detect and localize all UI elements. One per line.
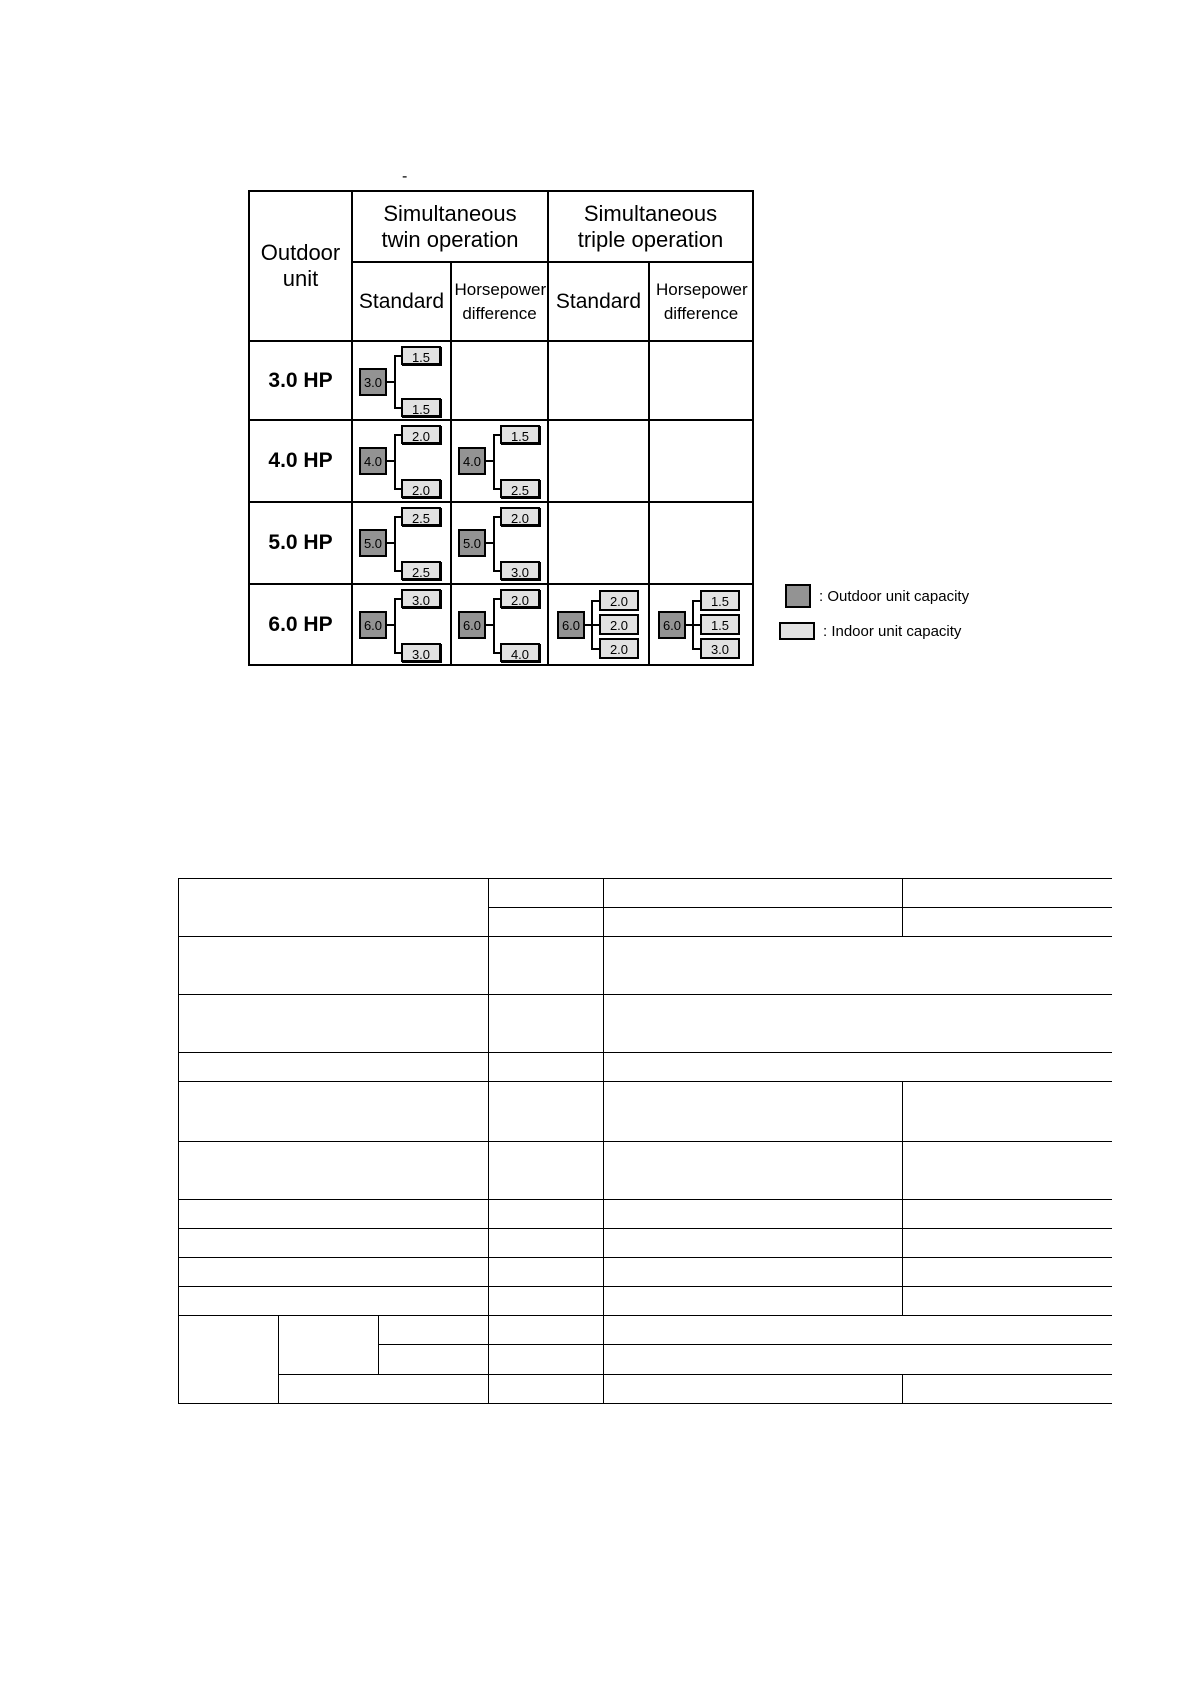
- indoor-capacity-box: 2.5: [401, 561, 441, 580]
- triple-hp-difference-4hp: [649, 420, 753, 502]
- indoor-capacity-box: 2.5: [500, 479, 540, 498]
- indoor-capacity-box: 2.0: [599, 638, 639, 659]
- row-label-3hp: 3.0 HP: [249, 341, 352, 420]
- triple-standard-4hp: [548, 420, 649, 502]
- indoor-capacity-box: 3.0: [401, 589, 441, 608]
- indoor-capacity-box: 3.0: [401, 643, 441, 662]
- outdoor-capacity-box: 6.0: [557, 611, 585, 639]
- triple-hp-difference-5hp: [649, 502, 753, 584]
- outdoor-capacity-box: 6.0: [458, 611, 486, 639]
- indoor-capacity-box: 2.0: [401, 425, 441, 444]
- triple-standard-5hp: [548, 502, 649, 584]
- indoor-capacity-box: 1.5: [401, 346, 441, 365]
- blank-spec-table: [178, 878, 1112, 1404]
- indoor-capacity-box: 3.0: [700, 638, 740, 659]
- indoor-capacity-box: 2.0: [599, 614, 639, 635]
- outdoor-swatch-icon: [785, 584, 811, 608]
- legend-indoor-label: : Indoor unit capacity: [823, 622, 962, 640]
- twin-standard-4hp: [352, 420, 451, 502]
- indoor-capacity-box: 1.5: [500, 425, 540, 444]
- combination-table: [248, 190, 754, 666]
- twin-hp-difference-3hp: [451, 341, 548, 420]
- legend-outdoor: [785, 584, 969, 608]
- indoor-capacity-box: 3.0: [500, 561, 540, 580]
- indoor-capacity-box: 2.0: [500, 589, 540, 608]
- twin-standard-3hp: [352, 341, 451, 420]
- row-label-4hp: 4.0 HP: [249, 420, 352, 502]
- indoor-swatch-icon: [779, 622, 815, 640]
- outdoor-capacity-box: 5.0: [458, 529, 486, 557]
- indoor-capacity-box: 1.5: [401, 398, 441, 417]
- header-triple-standard: Standard: [548, 262, 649, 341]
- outdoor-capacity-box: 4.0: [359, 447, 387, 475]
- outdoor-capacity-box: 3.0: [359, 368, 387, 396]
- indoor-capacity-box: 1.5: [700, 614, 740, 635]
- indoor-capacity-box: 2.5: [401, 507, 441, 526]
- row-label-6hp: 6.0 HP: [249, 584, 352, 665]
- stray-mark: -: [402, 168, 408, 185]
- indoor-capacity-box: 1.5: [700, 590, 740, 611]
- legend-outdoor-label: : Outdoor unit capacity: [819, 587, 970, 605]
- legend-indoor: [779, 622, 961, 640]
- twin-hp-difference-5hp: [451, 502, 548, 584]
- indoor-capacity-box: 4.0: [500, 643, 540, 662]
- triple-standard-3hp: [548, 341, 649, 420]
- indoor-capacity-box: 2.0: [599, 590, 639, 611]
- triple-standard-6hp: [548, 584, 649, 665]
- triple-hp-difference-3hp: [649, 341, 753, 420]
- outdoor-capacity-box: 5.0: [359, 529, 387, 557]
- header-triple-hp-difference: Horsepower difference: [649, 262, 753, 341]
- header-twin-operation: Simultaneous twin operation: [352, 191, 548, 262]
- header-triple-operation: Simultaneous triple operation: [548, 191, 753, 262]
- indoor-capacity-box: 2.0: [401, 479, 441, 498]
- outdoor-capacity-box: 4.0: [458, 447, 486, 475]
- header-twin-hp-difference: Horsepower difference: [451, 262, 548, 341]
- outdoor-capacity-box: 6.0: [658, 611, 686, 639]
- twin-hp-difference-6hp: [451, 584, 548, 665]
- header-outdoor-unit: Outdoor unit: [249, 191, 352, 341]
- indoor-capacity-box: 2.0: [500, 507, 540, 526]
- twin-hp-difference-4hp: [451, 420, 548, 502]
- row-label-5hp: 5.0 HP: [249, 502, 352, 584]
- twin-standard-5hp: [352, 502, 451, 584]
- twin-standard-6hp: [352, 584, 451, 665]
- header-twin-standard: Standard: [352, 262, 451, 341]
- triple-hp-difference-6hp: [649, 584, 753, 665]
- outdoor-capacity-box: 6.0: [359, 611, 387, 639]
